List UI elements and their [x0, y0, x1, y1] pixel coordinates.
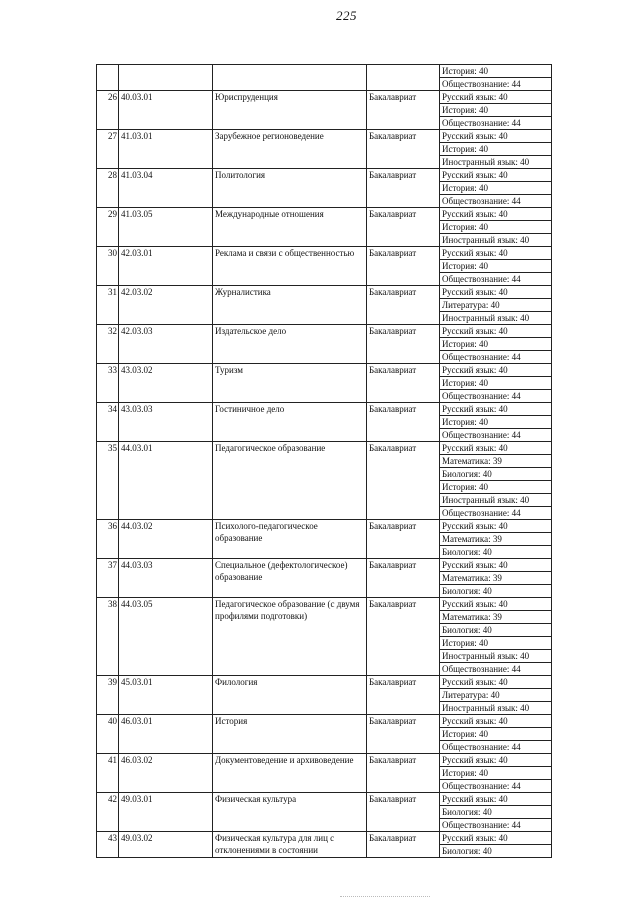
exam-subject: Обществознание: 44 [440, 780, 552, 793]
exam-subject: Обществознание: 44 [440, 819, 552, 832]
exam-subject: Иностранный язык: 40 [440, 494, 552, 507]
program-code: 42.03.01 [119, 247, 213, 286]
program-code: 41.03.05 [119, 208, 213, 247]
table-row [97, 754, 552, 767]
program-name: Реклама и связи с общественностью [213, 247, 367, 286]
table-row [97, 676, 552, 689]
exam-subject: История: 40 [440, 416, 552, 429]
program-name: Международные отношения [213, 208, 367, 247]
exam-subject: Русский язык: 40 [440, 364, 552, 377]
exam-subject: Биология: 40 [440, 546, 552, 559]
program-name: Журналистика [213, 286, 367, 325]
exam-subject: Обществознание: 44 [440, 741, 552, 754]
row-number: 39 [97, 676, 119, 715]
table-row [97, 364, 552, 377]
program-name: Гостиничное дело [213, 403, 367, 442]
program-name: История [213, 715, 367, 754]
table-row [97, 598, 552, 611]
exam-subject: Обществознание: 44 [440, 78, 552, 91]
table-row [97, 91, 552, 104]
program-name: Специальное (дефектологическое) образование [213, 559, 367, 598]
program-name [213, 65, 367, 91]
education-level: Бакалавриат [367, 286, 440, 325]
exam-subject: Русский язык: 40 [440, 715, 552, 728]
program-code: 46.03.02 [119, 754, 213, 793]
exam-subject: Литература: 40 [440, 299, 552, 312]
exam-subject: Русский язык: 40 [440, 793, 552, 806]
page-number: 225 [336, 8, 357, 23]
exam-subject: Русский язык: 40 [440, 169, 552, 182]
exam-subject: Русский язык: 40 [440, 442, 552, 455]
exam-subject: Русский язык: 40 [440, 676, 552, 689]
exam-subject: Русский язык: 40 [440, 754, 552, 767]
table-row [97, 715, 552, 728]
exam-subject: Иностранный язык: 40 [440, 234, 552, 247]
exam-subject: Русский язык: 40 [440, 598, 552, 611]
row-number: 31 [97, 286, 119, 325]
education-level: Бакалавриат [367, 325, 440, 364]
row-number: 28 [97, 169, 119, 208]
exam-subject: Русский язык: 40 [440, 403, 552, 416]
exam-subject: История: 40 [440, 104, 552, 117]
education-level: Бакалавриат [367, 403, 440, 442]
exam-subject: Обществознание: 44 [440, 663, 552, 676]
table-row [97, 442, 552, 455]
exam-subject: Иностранный язык: 40 [440, 650, 552, 663]
exam-subject: История: 40 [440, 182, 552, 195]
row-number: 32 [97, 325, 119, 364]
exam-subject: История: 40 [440, 377, 552, 390]
program-name: Туризм [213, 364, 367, 403]
exam-subject: Биология: 40 [440, 585, 552, 598]
exam-subject: Русский язык: 40 [440, 130, 552, 143]
scan-artifact [340, 896, 430, 899]
exam-subject: История: 40 [440, 260, 552, 273]
row-number: 33 [97, 364, 119, 403]
program-name: Документоведение и архивоведение [213, 754, 367, 793]
row-number: 27 [97, 130, 119, 169]
exam-subject: Математика: 39 [440, 455, 552, 468]
exam-subject: Обществознание: 44 [440, 273, 552, 286]
program-code: 49.03.02 [119, 832, 213, 858]
education-level: Бакалавриат [367, 169, 440, 208]
education-level: Бакалавриат [367, 676, 440, 715]
row-number: 35 [97, 442, 119, 520]
exam-subject: Биология: 40 [440, 468, 552, 481]
table-row [97, 520, 552, 533]
exam-subject: Иностранный язык: 40 [440, 156, 552, 169]
exam-subject: Обществознание: 44 [440, 351, 552, 364]
exam-subject: История: 40 [440, 767, 552, 780]
education-level: Бакалавриат [367, 754, 440, 793]
table-row [97, 403, 552, 416]
exam-subject: История: 40 [440, 221, 552, 234]
admission-table-body [97, 65, 552, 858]
row-number: 36 [97, 520, 119, 559]
exam-subject: История: 40 [440, 481, 552, 494]
exam-subject: Биология: 40 [440, 845, 552, 858]
education-level: Бакалавриат [367, 208, 440, 247]
row-number: 41 [97, 754, 119, 793]
education-level: Бакалавриат [367, 247, 440, 286]
education-level [367, 65, 440, 91]
program-name: Издательское дело [213, 325, 367, 364]
education-level: Бакалавриат [367, 793, 440, 832]
row-number [97, 65, 119, 91]
program-name: Физическая культура для лиц с отклонениями в состоянии [213, 832, 367, 858]
program-code: 44.03.01 [119, 442, 213, 520]
program-code: 45.03.01 [119, 676, 213, 715]
program-code: 41.03.01 [119, 130, 213, 169]
exam-subject: История: 40 [440, 65, 552, 78]
program-code: 44.03.03 [119, 559, 213, 598]
program-code: 44.03.05 [119, 598, 213, 676]
exam-subject: Обществознание: 44 [440, 117, 552, 130]
exam-subject: Математика: 39 [440, 572, 552, 585]
education-level: Бакалавриат [367, 442, 440, 520]
row-number: 30 [97, 247, 119, 286]
exam-subject: Литература: 40 [440, 689, 552, 702]
education-level: Бакалавриат [367, 364, 440, 403]
table-row [97, 325, 552, 338]
table-row [97, 130, 552, 143]
education-level: Бакалавриат [367, 598, 440, 676]
program-code: 46.03.01 [119, 715, 213, 754]
exam-subject: Русский язык: 40 [440, 559, 552, 572]
education-level: Бакалавриат [367, 559, 440, 598]
exam-subject: История: 40 [440, 338, 552, 351]
exam-subject: Русский язык: 40 [440, 832, 552, 845]
exam-subject: Русский язык: 40 [440, 208, 552, 221]
program-name: Зарубежное регионоведение [213, 130, 367, 169]
table-row [97, 169, 552, 182]
exam-subject: История: 40 [440, 728, 552, 741]
table-row [97, 559, 552, 572]
row-number: 40 [97, 715, 119, 754]
row-number: 37 [97, 559, 119, 598]
row-number: 42 [97, 793, 119, 832]
admission-table [96, 64, 552, 858]
education-level: Бакалавриат [367, 832, 440, 858]
exam-subject: Математика: 39 [440, 611, 552, 624]
program-name: Физическая культура [213, 793, 367, 832]
exam-subject: Обществознание: 44 [440, 195, 552, 208]
table-row [97, 65, 552, 78]
table-row [97, 208, 552, 221]
exam-subject: Биология: 40 [440, 624, 552, 637]
program-name: Юриспруденция [213, 91, 367, 130]
table-row [97, 832, 552, 845]
row-number: 43 [97, 832, 119, 858]
exam-subject: Русский язык: 40 [440, 91, 552, 104]
program-code [119, 65, 213, 91]
exam-subject: Иностранный язык: 40 [440, 312, 552, 325]
table-row [97, 286, 552, 299]
row-number: 38 [97, 598, 119, 676]
program-code: 42.03.03 [119, 325, 213, 364]
program-name: Педагогическое образование [213, 442, 367, 520]
exam-subject: Русский язык: 40 [440, 247, 552, 260]
program-code: 42.03.02 [119, 286, 213, 325]
education-level: Бакалавриат [367, 715, 440, 754]
program-name: Филология [213, 676, 367, 715]
program-code: 44.03.02 [119, 520, 213, 559]
row-number: 34 [97, 403, 119, 442]
table-row [97, 247, 552, 260]
exam-subject: Обществознание: 44 [440, 429, 552, 442]
education-level: Бакалавриат [367, 130, 440, 169]
row-number: 26 [97, 91, 119, 130]
exam-subject: История: 40 [440, 637, 552, 650]
exam-subject: Математика: 39 [440, 533, 552, 546]
exam-subject: Русский язык: 40 [440, 520, 552, 533]
program-name: Педагогическое образование (с двумя профилями подготовки) [213, 598, 367, 676]
exam-subject: Биология: 40 [440, 806, 552, 819]
exam-subject: Обществознание: 44 [440, 507, 552, 520]
education-level: Бакалавриат [367, 520, 440, 559]
program-code: 49.03.01 [119, 793, 213, 832]
exam-subject: Русский язык: 40 [440, 286, 552, 299]
exam-subject: Иностранный язык: 40 [440, 702, 552, 715]
program-code: 40.03.01 [119, 91, 213, 130]
table-row [97, 793, 552, 806]
program-code: 43.03.03 [119, 403, 213, 442]
program-name: Психолого-педагогическое образование [213, 520, 367, 559]
program-name: Политология [213, 169, 367, 208]
exam-subject: Русский язык: 40 [440, 325, 552, 338]
education-level: Бакалавриат [367, 91, 440, 130]
exam-subject: Обществознание: 44 [440, 390, 552, 403]
program-code: 41.03.04 [119, 169, 213, 208]
row-number: 29 [97, 208, 119, 247]
exam-subject: История: 40 [440, 143, 552, 156]
program-code: 43.03.02 [119, 364, 213, 403]
